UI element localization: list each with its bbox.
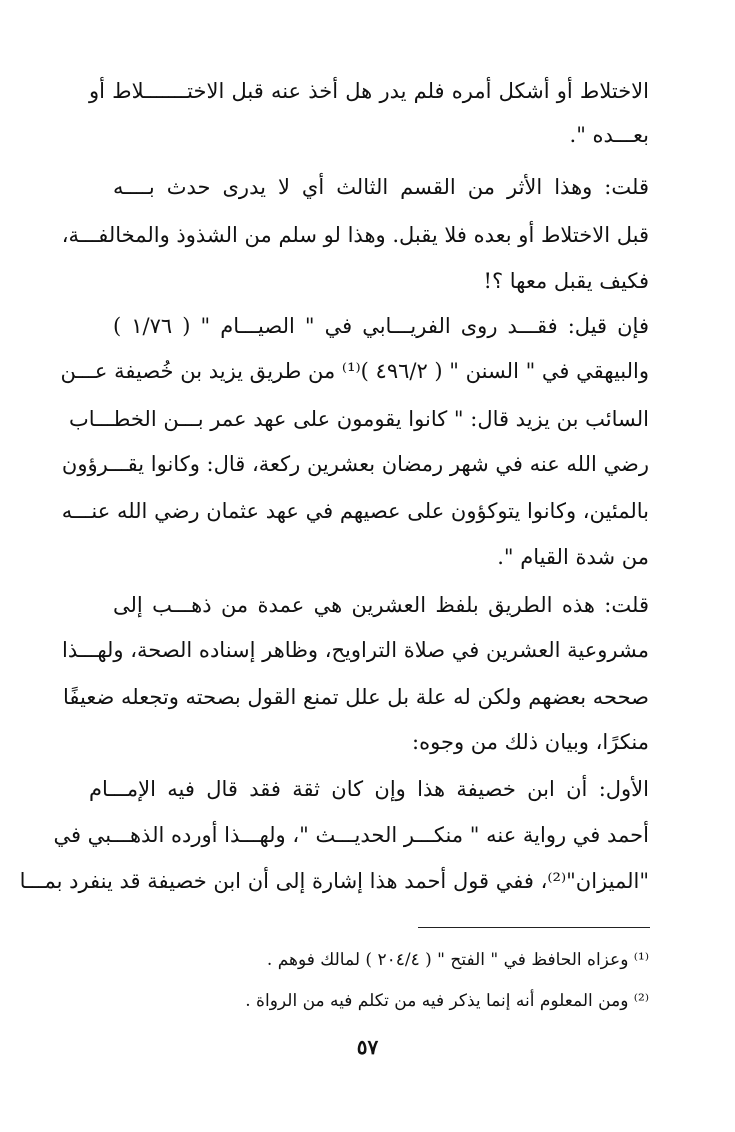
body-line-17: أحمد في رواية عنه " منكـــر الحديـــث "، ولهـــذا أورده الذهـــبي في bbox=[53, 823, 649, 847]
footnote-2: ⁽²⁾ ومن المعلوم أنه إنما يذكر فيه من تكلم فيه من الرواة . bbox=[245, 991, 649, 1011]
body-line-12: قلت: هذه الطريق بلفظ العشرين هي عمدة من ذهـــب إلى bbox=[113, 593, 649, 617]
body-line-11: من شدة القيام ". bbox=[497, 545, 649, 569]
body-line-18: "الميزان"⁽²⁾، ففي قول أحمد هذا إشارة إلى أن ابن خصيفة قد ينفرد بمـــا bbox=[19, 869, 649, 893]
body-line-13: مشروعية العشرين في صلاة التراويح، وظاهر إسناده الصحة، ولهـــذا bbox=[62, 638, 649, 662]
body-line-1: الاختلاط أو أشكل أمره فلم يدر هل أخذ عنه قبل الاختـــــــلاط أو bbox=[89, 79, 649, 103]
body-line-15: منكرًا، وبيان ذلك من وجوه: bbox=[412, 730, 649, 754]
body-line-16: الأول: أن ابن خصيفة هذا وإن كان ثقة فقد قال فيه الإمـــام bbox=[89, 777, 649, 801]
page-number: ٥٧ bbox=[356, 1035, 379, 1059]
body-line-10: بالمئين، وكانوا يتوكؤون على عصيهم في عهد عثمان رضي الله عنـــه bbox=[61, 499, 649, 523]
body-line-6: فإن قيل: فقـــد روى الفريـــابي في " الصيـــام " ( ١/٧٦ ) bbox=[113, 314, 649, 338]
footnote-separator bbox=[418, 927, 650, 928]
body-line-9: رضي الله عنه في شهر رمضان بعشرين ركعة، قال: وكانوا يقـــرؤون bbox=[61, 452, 649, 476]
body-line-8: السائب بن يزيد قال: " كانوا يقومون على عهد عمر بـــن الخطـــاب bbox=[69, 407, 649, 431]
body-line-4: قبل الاختلاط أو بعده فلا يقبل. وهذا لو سلم من الشذوذ والمخالفـــة، bbox=[61, 223, 649, 247]
footnote-1: ⁽¹⁾ وعزاه الحافظ في " الفتح " ( ٢٠٤/٤ ) لمالك فوهم . bbox=[266, 950, 649, 970]
body-line-7: والبيهقي في " السنن " ( ٤٩٦/٢ )⁽¹⁾ من طريق يزيد بن خُصيفة عـــن bbox=[60, 359, 649, 383]
body-line-14: صححه بعضهم ولكن له علة بل علل تمنع القول بصحته وتجعله ضعيفًا bbox=[62, 685, 649, 709]
body-line-2: بعـــده ". bbox=[569, 123, 649, 147]
body-line-5: فكيف يقبل معها ؟! bbox=[483, 269, 649, 293]
body-line-3: قلت: وهذا الأثر من القسم الثالث أي لا يدرى حدث بــــه bbox=[113, 175, 649, 199]
